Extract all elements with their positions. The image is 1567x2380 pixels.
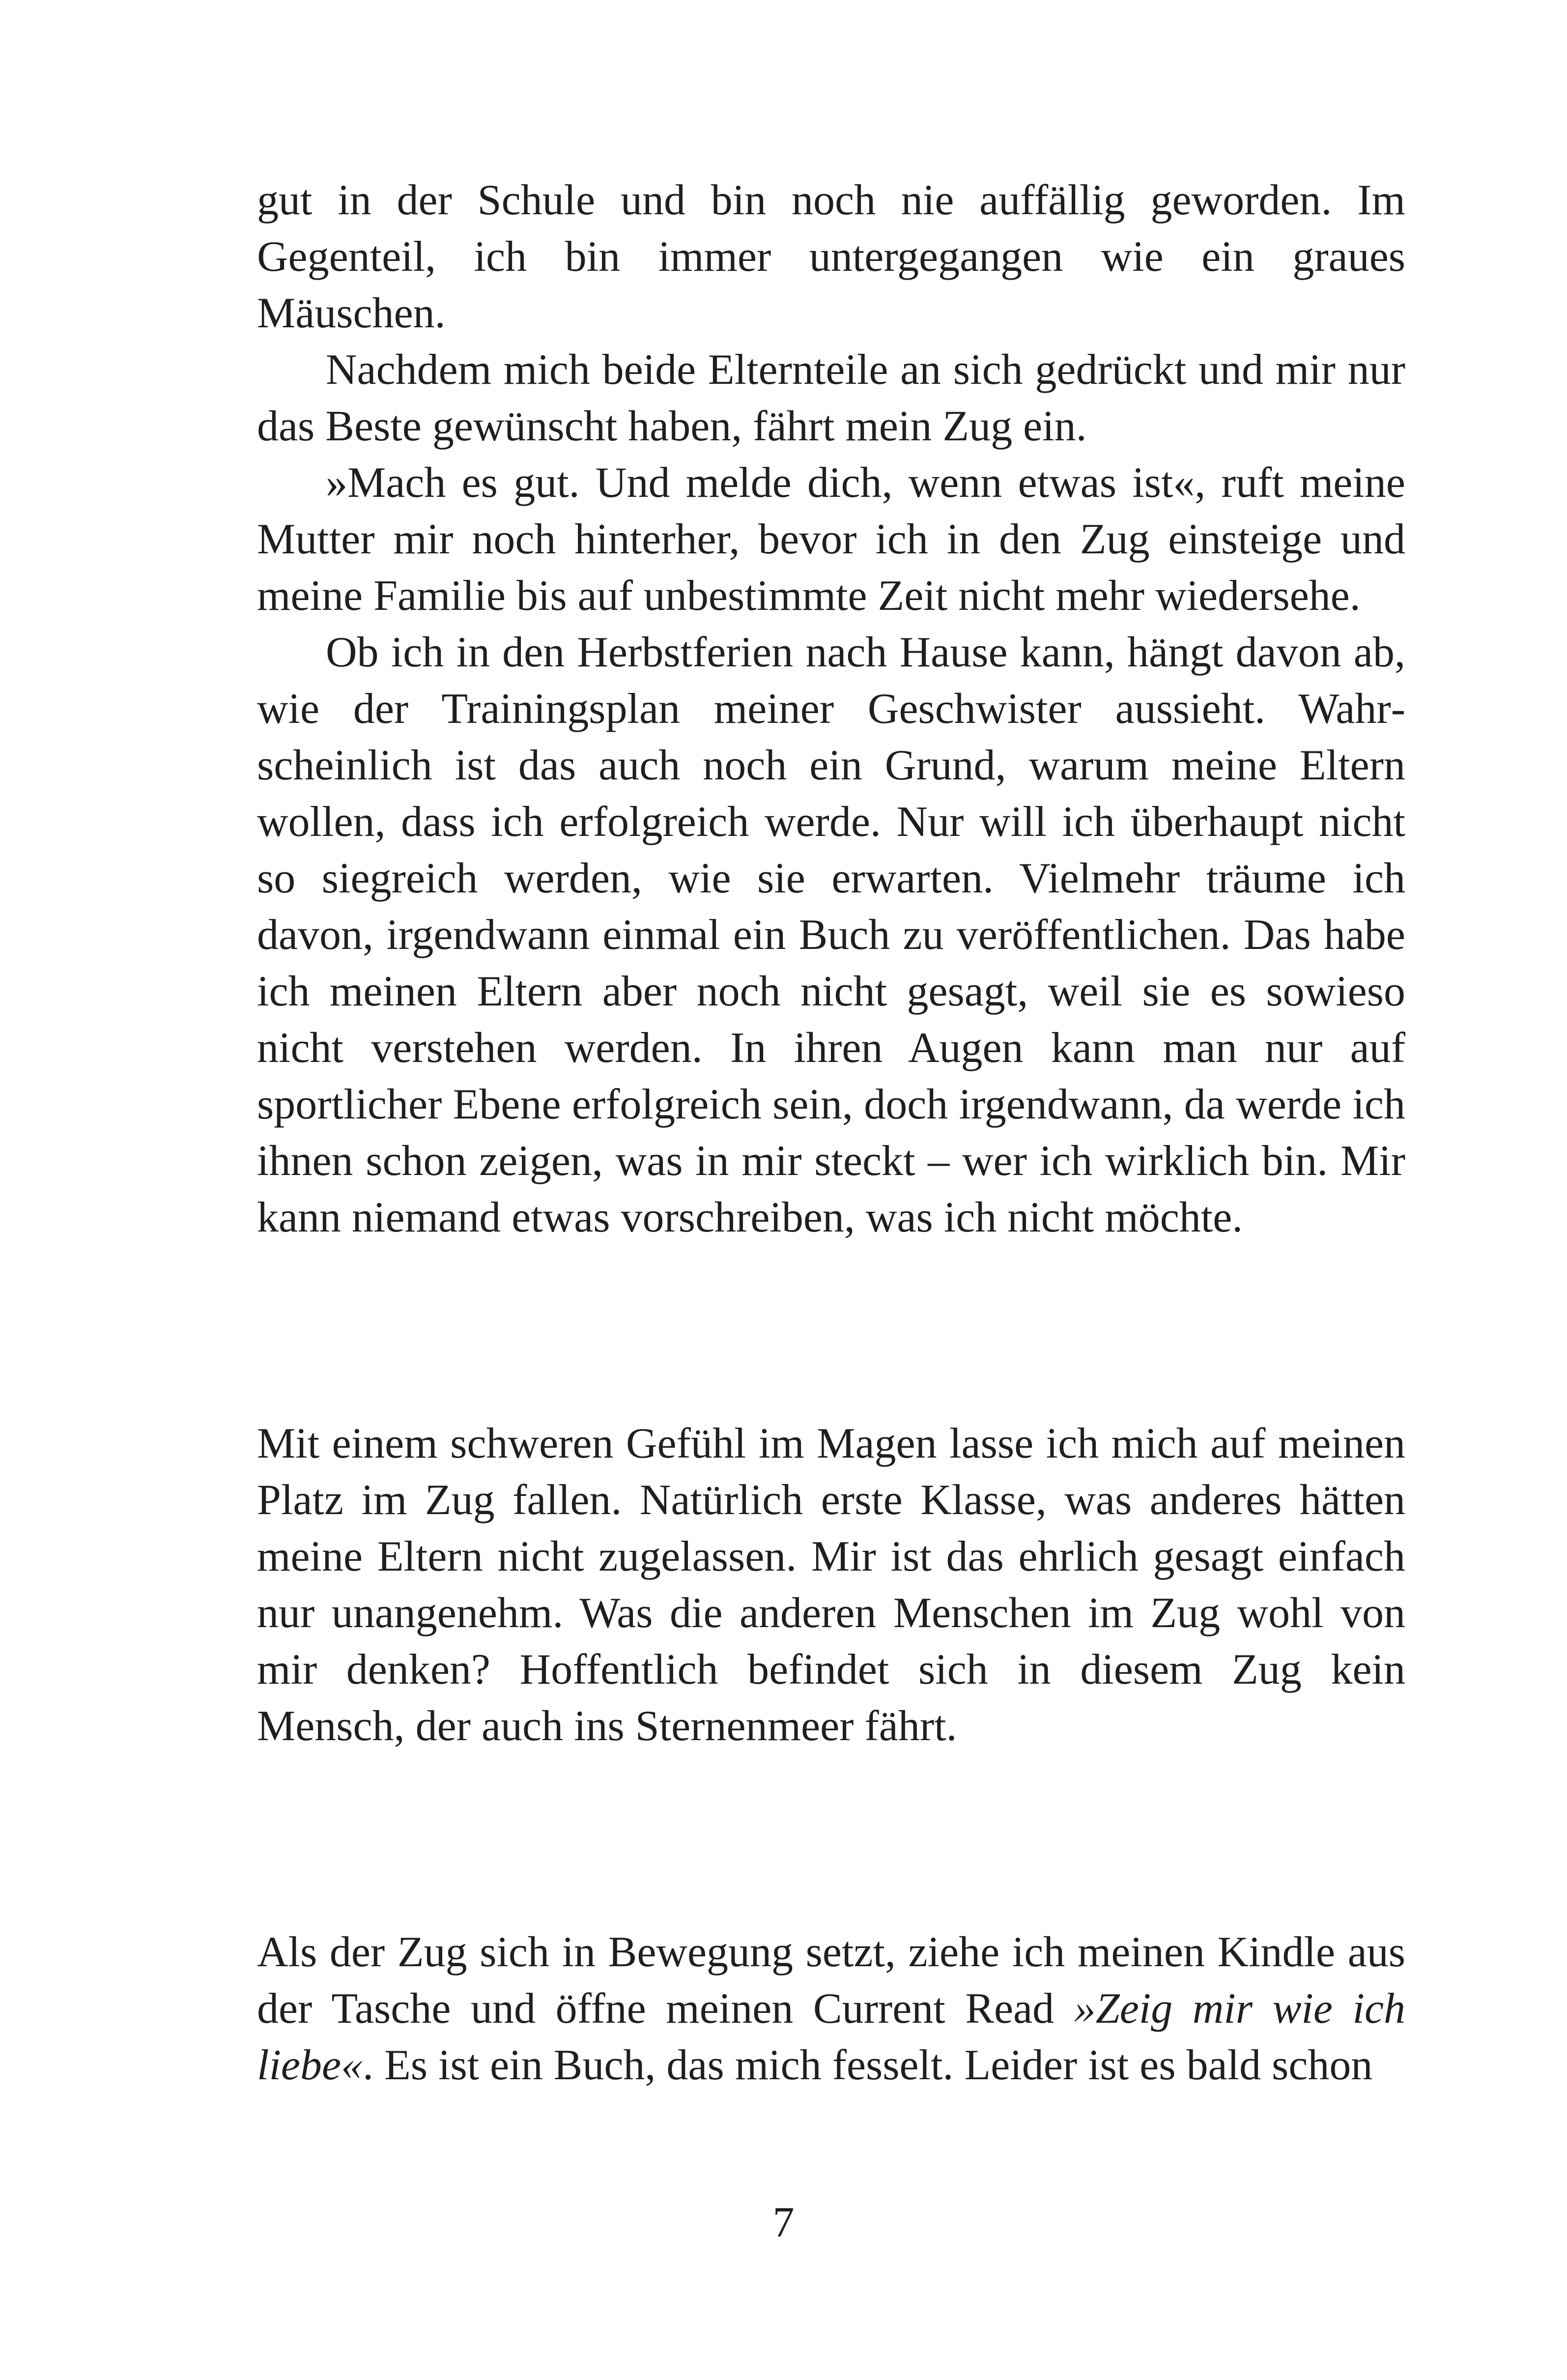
paragraph: Ob ich in den Herbstferien nach Hause kann, hängt davon ab, wie der Trainingsplan meiner Geschwister aussieht. Wahrscheinlich ist das auch noch ein Grund, warum meine Eltern wollen, dass ich erfolgreich werde. Nur will ich überhaupt nicht so siegreich werden, wie sie erwarten. Vielmehr träume ich davon, irgendwann einmal ein Buch zu veröffentlichen. Das habe ich meinen Eltern aber noch nicht gesagt, weil sie es sowieso nicht verstehen werden. In ihren Augen kann man nur auf sportlicher Ebene erfolgreich sein, doch irgendwann, da werde ich ihnen schon zeigen, was in mir steckt – wer ich wirklich bin. Mir kann niemand etwas vorschreiben, was ich nicht möchte. (257, 629, 1405, 1241)
paragraph: Nachdem mich beide Elternteile an sich gedrückt und mir nur das Beste gewünscht haben, fährt mein Zug ein. (257, 346, 1405, 450)
page-number: 7 (772, 2199, 795, 2246)
section-break (257, 1246, 1405, 1415)
paragraph-text: . Es ist ein Buch, das mich fesselt. Leider ist es bald schon (363, 2041, 1373, 2089)
book-title: »Zeig mir wie ich liebe« (257, 1985, 1406, 2089)
section-break (257, 1754, 1405, 1924)
paragraph-text: Als der Zug sich in Bewegung setzt, ziehe ich meinen Kindle aus der Tasche und öffne meinen Current Read (257, 1928, 1405, 2033)
paragraph: gut in der Schule und bin noch nie auffällig geworden. Im Gegenteil, ich bin immer untergegangen wie ein graues Mäuschen. (257, 176, 1405, 337)
book-page-text (257, 172, 1405, 2093)
paragraph: Mit einem schweren Gefühl im Magen lasse ich mich auf meinen Platz im Zug fallen. Natürlich erste Klasse, was anderes hätten meine Eltern nicht zugelassen. Mir ist das ehrlich gesagt einfach nur unangenehm. Was die anderen Menschen im Zug wohl von mir denken? Hoffentlich befindet sich in diesem Zug kein Mensch, der auch ins Sternenmeer fährt. (257, 1420, 1405, 1750)
paragraph: »Mach es gut. Und melde dich, wenn etwas ist«, ruft meine Mutter mir noch hinterher, bevor ich in den Zug einsteige und meine Familie bis auf unbestimmte Zeit nicht mehr wiedersehe. (257, 459, 1405, 620)
paragraph (257, 1924, 1405, 2093)
